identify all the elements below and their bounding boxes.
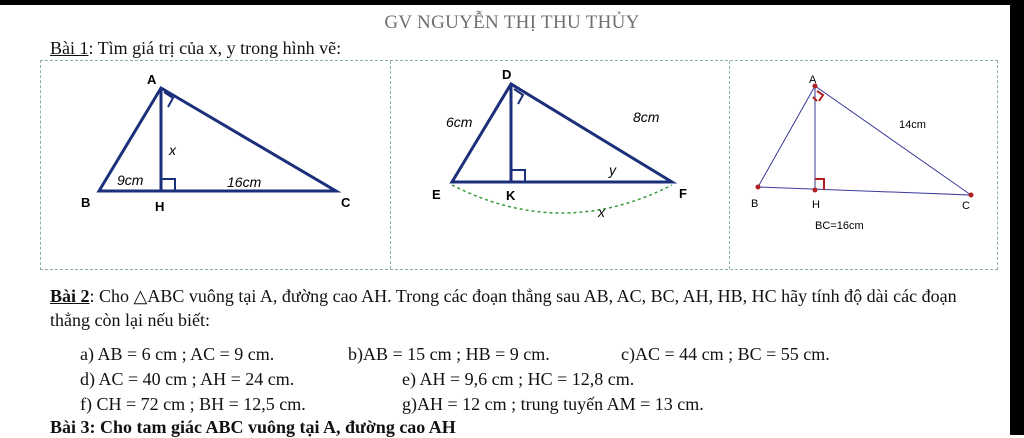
figure-1-triangle — [41, 61, 390, 269]
label-f: F — [679, 186, 687, 201]
top-border — [0, 0, 1024, 5]
label-a-1: A — [147, 72, 157, 87]
label-x-2: x — [598, 204, 605, 220]
figures-box — [40, 60, 998, 270]
label-df-length: 8cm — [633, 109, 660, 125]
label-k: K — [506, 188, 516, 203]
label-d: D — [502, 67, 512, 82]
label-e: E — [432, 187, 441, 202]
right-border — [1010, 0, 1024, 435]
label-ab-length: 9cm — [117, 172, 144, 188]
exercise-2-item-e: e) AH = 9,6 cm ; HC = 12,8 cm. — [402, 369, 635, 389]
exercise-1-prompt — [50, 38, 341, 59]
label-ac-length: 14cm — [899, 119, 926, 131]
exercise-1-label: Bài 1 — [50, 38, 89, 58]
exercise-2-item-c: c)AC = 44 cm ; BC = 55 cm. — [621, 344, 830, 364]
triangle-def — [452, 84, 672, 182]
figure-3-triangle — [729, 61, 997, 269]
label-a-3: A — [809, 74, 817, 86]
label-h-3: H — [812, 199, 820, 211]
label-h-1: H — [155, 199, 165, 214]
label-y: y — [609, 162, 616, 178]
label-x-1: x — [169, 142, 176, 158]
figure-2-triangle — [390, 61, 729, 269]
exercise-2-item-f: f) CH = 72 cm ; BH = 12,5 cm. — [80, 394, 306, 414]
label-b-3: B — [751, 198, 759, 210]
label-de-length: 6cm — [446, 114, 473, 130]
exercise-1-text: : Tìm giá trị của x, y trong hình vẽ: — [88, 38, 342, 58]
exercise-2-item-b: b)AB = 15 cm ; HB = 9 cm. — [348, 344, 550, 364]
exercise-2-text: : Cho △ABC vuông tại A, đường cao AH. Trong các đoạn thẳng sau AB, AC, BC, AH, HB, HC hãy tính độ dài các đoạn thẳng còn lại nếu biết: — [50, 286, 957, 330]
triangle-abc-3 — [758, 86, 971, 195]
exercise-2-label: Bài 2 — [50, 286, 90, 306]
exercise-2-item-a: a) AB = 6 cm ; AC = 9 cm. — [80, 344, 275, 364]
teacher-header: GV NGUYỄN THỊ THU THỦY — [384, 12, 640, 33]
label-c-1: C — [341, 195, 351, 210]
exercise-2-prompt — [50, 284, 980, 332]
exercise-3-prompt-cutoff: Bài 3: Cho tam giác ABC vuông tại A, đường cao AH — [50, 417, 456, 437]
dashed-arc-x — [452, 185, 672, 213]
label-hc-length: 16cm — [227, 174, 262, 190]
exercise-2-item-g: g)AH = 12 cm ; trung tuyến AM = 13 cm. — [402, 394, 704, 414]
exercise-2-item-d: d) AC = 40 cm ; AH = 24 cm. — [80, 369, 295, 389]
label-bc-length: BC=16cm — [815, 220, 864, 232]
label-c-3: C — [962, 200, 970, 212]
label-b-1: B — [81, 195, 91, 210]
